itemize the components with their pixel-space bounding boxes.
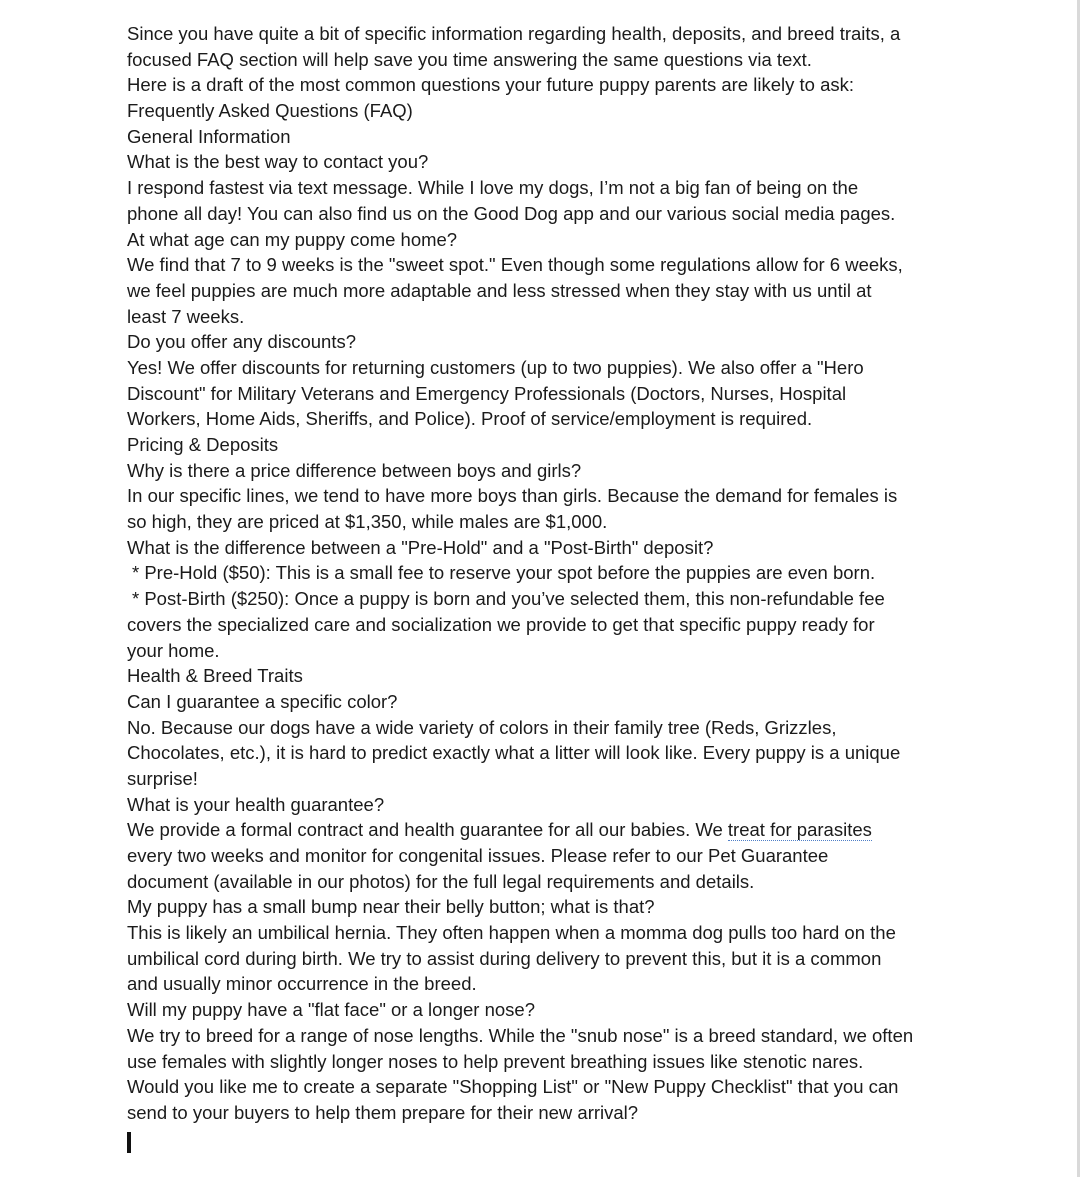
answer-age-3: least 7 weeks. [127,305,245,327]
answer-belly-bump-2: umbilical cord during birth. We try to assist during delivery to prevent this, but it is a common [127,947,882,969]
answer-contact-2: phone all day! You can also find us on the Good Dog app and our various social media pages. [127,202,896,224]
answer-belly-bump-3: and usually minor occurrence in the breed. [127,973,477,995]
treat-for-parasites-link[interactable]: treat for parasites [727,819,872,841]
answer-color-1: No. Because our dogs have a wide variety of colors in their family tree (Reds, Grizzles, [127,716,837,738]
bullet-post-birth: * Post-Birth ($250): Once a puppy is born and you’ve selected them, this non-refundable fee [132,588,885,610]
faq-title: Frequently Asked Questions (FAQ) [127,100,413,122]
answer-discounts-1: Yes! We offer discounts for returning customers (up to two puppies). We also offer a "Hero [127,356,864,378]
answer-discounts-2: Discount" for Military Veterans and Emergency Professionals (Doctors, Nurses, Hospital [127,382,847,404]
section-heading-pricing: Pricing & Deposits [127,434,279,455]
answer-post-birth-3: your home. [127,639,220,661]
intro-line-2: focused FAQ section will help save you time answering the same questions via text. [127,48,812,70]
question-price-difference: Why is there a price difference between boys and girls? [127,459,582,481]
answer-price-difference-2: so high, they are priced at $1,350, while males are $1,000. [127,511,608,533]
answer-health-guarantee-1 [127,817,977,843]
question-deposit-types: What is the difference between a "Pre-Hold" and a "Post-Birth" deposit? [127,536,714,558]
intro-line-3: Here is a draft of the most common questions your future puppy parents are likely to ask: [127,74,854,96]
section-heading-general: General Information [127,125,291,147]
question-contact: What is the best way to contact you? [127,151,429,173]
question-discounts: Do you offer any discounts? [127,331,356,353]
closing-question-1: Would you like me to create a separate "Shopping List" or "New Puppy Checklist" that you can [127,1076,899,1098]
answer-health-text: We provide a formal contract and health guarantee for all our babies. We [127,819,728,841]
section-heading-health: Health & Breed Traits [127,665,303,687]
answer-post-birth-2: covers the specialized care and socialization we provide to get that specific puppy ready for [127,613,875,635]
question-health-guarantee: What is your health guarantee? [127,793,385,815]
answer-belly-bump-1: This is likely an umbilical hernia. They often happen when a momma dog pulls too hard on the [127,922,896,944]
bullet-pre-hold: * Pre-Hold ($50): This is a small fee to reserve your spot before the puppies are even born. [132,562,876,584]
text-cursor [127,1132,131,1153]
answer-health-guarantee-2: every two weeks and monitor for congenital issues. Please refer to our Pet Guarantee [127,845,829,866]
answer-health-guarantee-3: document (available in our photos) for the full legal requirements and details. [127,870,755,892]
answer-color-2: Chocolates, etc.), it is hard to predict exactly what a litter will look like. Every puppy is a unique [127,742,901,764]
answer-age-1: We find that 7 to 9 weeks is the "sweet spot." Even though some regulations allow for 6 weeks, [127,254,903,276]
question-age: At what age can my puppy come home? [127,228,458,250]
answer-discounts-3: Workers, Home Aids, Sheriffs, and Police). Proof of service/employment is required. [127,408,813,430]
answer-nose-2: use females with slightly longer noses to help prevent breathing issues like stenotic nares. [127,1050,864,1072]
answer-color-3: surprise! [127,767,198,789]
document-body[interactable] [127,21,977,1153]
answer-contact-1: I respond fastest via text message. While I love my dogs, I’m not a big fan of being on the [127,177,859,199]
intro-line-1: Since you have quite a bit of specific information regarding health, deposits, and breed traits, a [127,23,901,44]
answer-nose-1: We try to breed for a range of nose lengths. While the "snub nose" is a breed standard, we often [127,1024,914,1046]
question-nose: Will my puppy have a "flat face" or a longer nose? [127,999,536,1021]
answer-age-2: we feel puppies are much more adaptable and less stressed when they stay with us until at [127,279,872,301]
answer-price-difference-1: In our specific lines, we tend to have more boys than girls. Because the demand for females is [127,485,898,507]
question-color: Can I guarantee a specific color? [127,690,398,712]
question-belly-bump: My puppy has a small bump near their belly button; what is that? [127,896,655,918]
closing-question-2: send to your buyers to help them prepare for their new arrival? [127,1101,639,1123]
